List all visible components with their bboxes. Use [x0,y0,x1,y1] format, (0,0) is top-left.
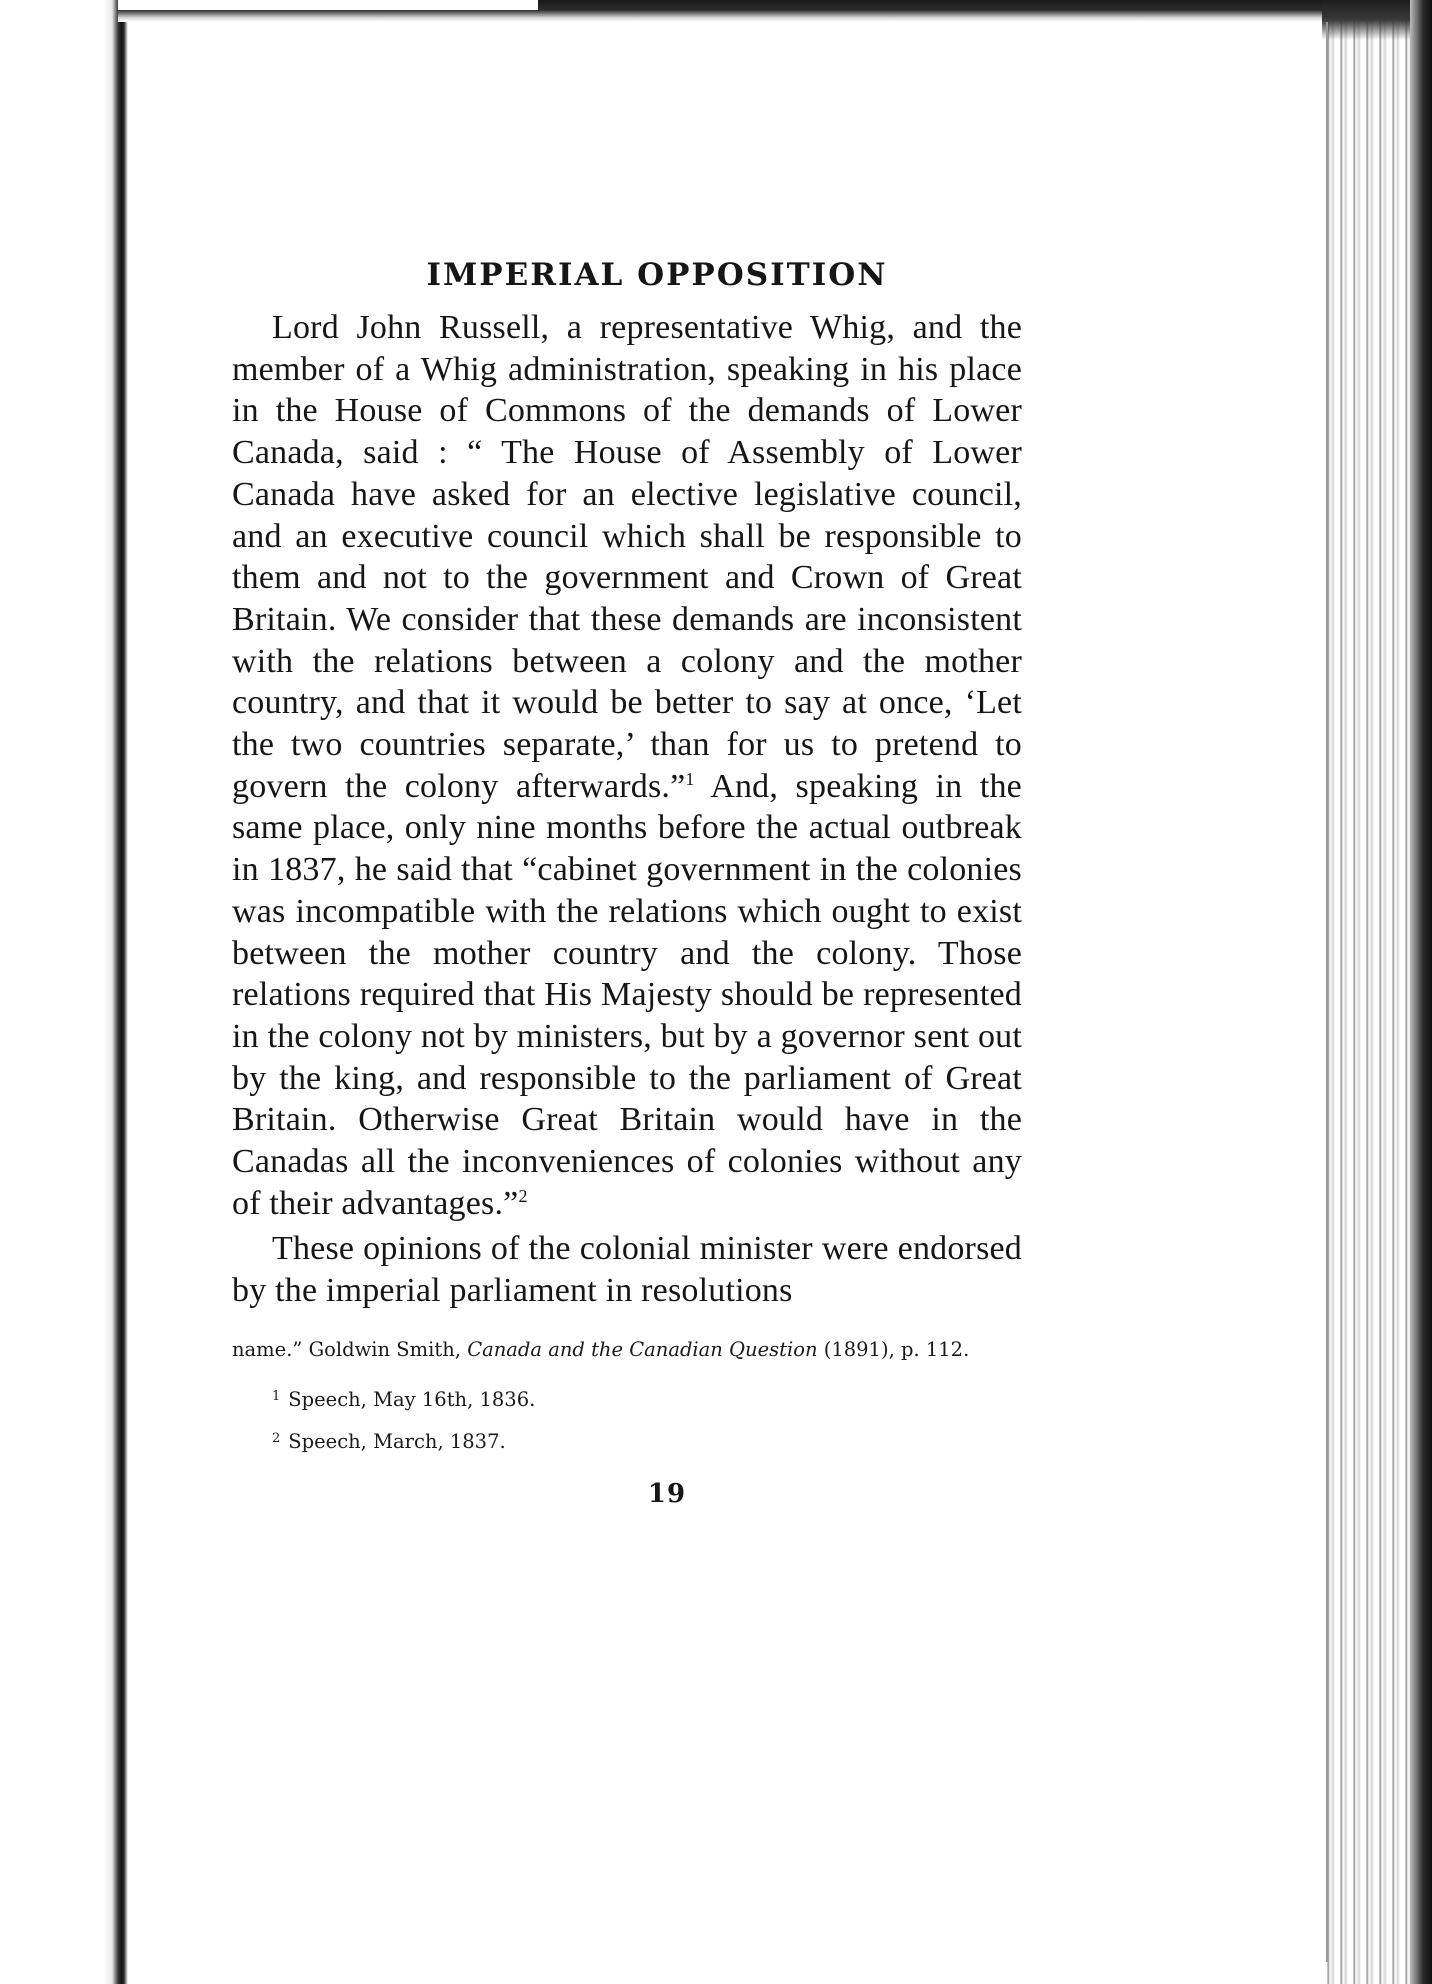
body-paragraph-2: These opinions of the colonial minister were endorsed by the imperial parliament in resolutions [232,1230,1022,1310]
page-number: 19 [647,1478,687,1509]
footnote-ref-1: 1 [685,768,695,789]
top-page-edge-gap [118,0,538,10]
footnote-2-marker: 2 [272,1430,281,1446]
page-edge-line [1326,22,1328,1962]
footnote-book-title: Canada and the Canadian Question [467,1337,818,1361]
footnote-2 [272,1425,1022,1455]
footnotes [232,1336,1022,1455]
footnote-continuation-pre: name.” Goldwin Smith, [232,1337,468,1361]
body-paragraph-1 [232,307,1022,1224]
footnote-continuation [232,1336,1022,1363]
book-binding-edge [0,0,128,1984]
paragraph-1-part-b: And, speaking in the same place, only nine months before the actual outbreak in 1837, he said that “cabinet government in the colonies was incompatible with the relations which ought to exist between the mother country and the colony. Those relations required that His Majesty should be represented in the colony not by ministers, but by a governor sent out by the king, and responsible to the parliament of Great Britain. Otherwise Great Britain would have in the Canadas all the inconveniences of colonies without any of their advantages.” [232,767,1022,1222]
page-text [232,255,1022,1509]
footnote-1-text: Speech, May 16th, 1836. [288,1387,536,1411]
footnote-2-text: Speech, March, 1837. [288,1429,506,1453]
footnote-continuation-post: (1891), p. 112. [817,1337,970,1361]
footnote-ref-2: 2 [518,1185,528,1206]
paragraph-1-part-a: Lord John Russell, a representative Whig, and the member of a Whig administration, speaking in his place in the House of Commons of the demands of Lower Canada, said : “ The House of Assembly of Lower Canada have asked for an elective legislative council, and an executive council which shall be responsible to them and not to the government and Crown of Great Britain. We consider that these demands are inconsistent with the relations between a colony and the mother country, and that it would be better to say at once, ‘Let the two countries separate,’ than for us to pretend to govern the colony afterwards.” [232,309,1022,805]
right-cover-edge [1410,0,1432,1984]
footnote-1-marker: 1 [272,1388,281,1404]
footnote-1 [272,1383,1022,1413]
running-head: IMPERIAL OPPOSITION [426,257,888,293]
